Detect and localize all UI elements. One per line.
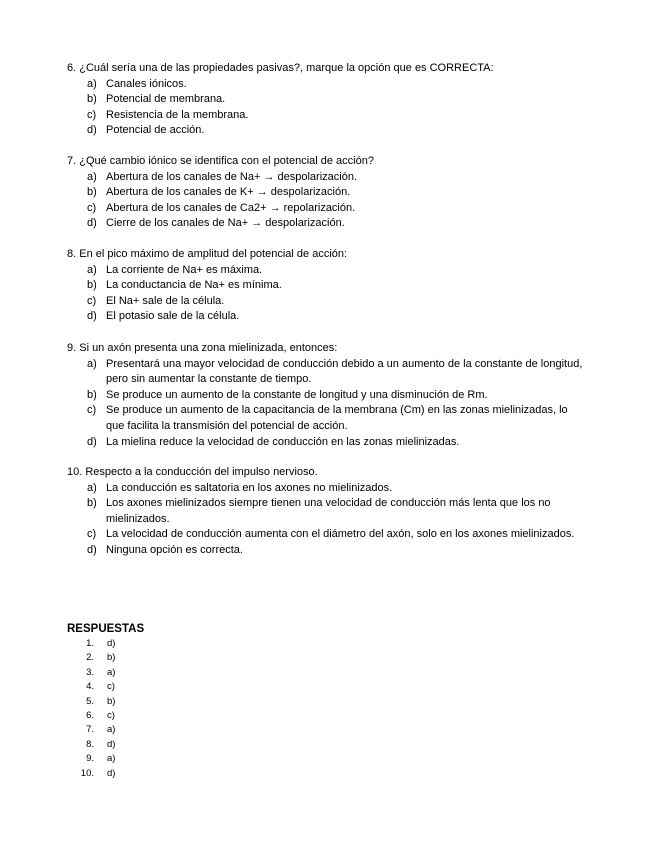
answer-value: b) [107, 695, 116, 707]
option-text: Se produce un aumento de la constante de longitud y una disminución de Rm. [106, 388, 488, 401]
answer-item [67, 767, 144, 781]
answer-number: 10. [80, 767, 94, 779]
option-letter: d) [87, 217, 97, 230]
answer-value: a) [107, 666, 116, 678]
option-text: La velocidad de conducción aumenta con el diámetro del axón, solo en los axones mielinizados. [106, 528, 575, 541]
option-text: Abertura de los canales de Na+ → despolarización. [106, 170, 358, 183]
option-text: Cierre de los canales de Na+ → despolarización. [106, 217, 345, 230]
options-list [67, 77, 587, 139]
option-c [67, 108, 587, 124]
option-text: La conductancia de Na+ es mínima. [106, 279, 282, 292]
option-b [67, 388, 587, 404]
question-title: 6. ¿Cuál sería una de las propiedades pasivas?, marque la opción que es CORRECTA: [67, 62, 494, 74]
question-title: 9. Si un axón presenta una zona mielinizada, entonces: [67, 342, 338, 354]
option-d [67, 309, 587, 325]
answer-number: 7. [86, 724, 94, 736]
option-letter: b) [87, 186, 97, 199]
option-text: El Na+ sale de la célula. [106, 294, 225, 307]
answer-item [67, 695, 144, 709]
option-letter: a) [87, 170, 97, 183]
answers-section [67, 622, 144, 781]
option-letter: b) [87, 93, 97, 106]
answer-value: b) [107, 652, 116, 664]
answer-number: 4. [86, 681, 94, 693]
option-letter: a) [87, 357, 97, 370]
option-letter: d) [87, 435, 97, 448]
option-letter: c) [87, 294, 97, 307]
option-text: Los axones mielinizados siempre tienen una velocidad de conducción más lenta que los no mielinizados. [106, 497, 551, 525]
option-d [67, 216, 587, 232]
question-8 [67, 247, 587, 325]
option-letter: c) [87, 528, 97, 541]
option-c [67, 294, 587, 310]
options-list [67, 357, 587, 451]
question-10 [67, 465, 587, 559]
answer-number: 2. [86, 652, 94, 664]
option-letter: a) [87, 77, 97, 90]
question-7 [67, 154, 587, 232]
option-letter: d) [87, 310, 97, 323]
option-a [67, 357, 587, 388]
option-letter: a) [87, 481, 97, 494]
option-b [67, 278, 587, 294]
option-letter: d) [87, 543, 97, 556]
question-9 [67, 341, 587, 450]
answers-title: RESPUESTAS [67, 623, 145, 635]
question-6 [67, 61, 587, 139]
answer-item [67, 752, 144, 766]
option-text: La corriente de Na+ es máxima. [106, 263, 263, 276]
option-b [67, 185, 587, 201]
answer-item [67, 709, 144, 723]
answer-value: d) [107, 738, 116, 750]
option-c [67, 201, 587, 217]
answer-value: a) [107, 724, 116, 736]
option-text: Resistencia de la membrana. [106, 108, 249, 121]
question-title: 7. ¿Qué cambio iónico se identifica con el potencial de acción? [67, 155, 374, 167]
answer-number: 5. [86, 695, 94, 707]
options-list [67, 170, 587, 232]
option-b [67, 92, 587, 108]
answer-item [67, 723, 144, 737]
answer-value: c) [107, 709, 115, 721]
option-text: Ninguna opción es correcta. [106, 543, 243, 556]
answer-value: d) [107, 638, 116, 649]
option-letter: c) [87, 404, 97, 417]
option-d [67, 543, 587, 559]
answer-value: a) [107, 753, 116, 765]
option-letter: b) [87, 388, 97, 401]
answer-item [67, 680, 144, 694]
option-letter: a) [87, 263, 97, 276]
option-text: La conducción es saltatoria en los axones no mielinizados. [106, 481, 393, 494]
option-letter: b) [87, 497, 97, 510]
option-text: Potencial de membrana. [106, 93, 226, 106]
answer-item [67, 637, 144, 651]
answer-item [67, 651, 144, 665]
option-text: Abertura de los canales de K+ → despolarización. [106, 186, 351, 199]
option-text: Abertura de los canales de Ca2+ → repolarización. [106, 201, 356, 214]
answer-value: c) [107, 681, 115, 693]
answer-item [67, 738, 144, 752]
option-a [67, 263, 587, 279]
option-text: Se produce un aumento de la capacitancia de la membrana (Cm) en las zonas mielinizadas, lo que facilita la transmisión del potencial de acción. [106, 404, 568, 432]
option-text: Canales iónicos. [106, 77, 187, 90]
answer-number: 8. [86, 738, 94, 750]
answer-number: 3. [86, 666, 94, 678]
question-title: 8. En el pico máximo de amplitud del potencial de acción: [67, 248, 348, 260]
options-list [67, 481, 587, 559]
option-d [67, 123, 587, 139]
option-c [67, 527, 587, 543]
option-letter: c) [87, 108, 97, 121]
question-title: 10. Respecto a la conducción del impulso nervioso. [67, 466, 318, 478]
option-a [67, 77, 587, 93]
answer-number: 1. [86, 638, 94, 649]
option-d [67, 435, 587, 451]
option-a [67, 170, 587, 186]
answer-number: 6. [86, 709, 94, 721]
option-text: El potasio sale de la célula. [106, 310, 240, 323]
option-text: Presentará una mayor velocidad de conducción debido a un aumento de la constante de longitud, pero sin aumentar la constante de tiempo. [106, 357, 583, 386]
answer-item [67, 666, 144, 680]
option-text: Potencial de acción. [106, 124, 205, 137]
answer-number: 9. [86, 753, 94, 765]
option-c [67, 403, 587, 434]
option-b [67, 496, 587, 527]
option-letter: b) [87, 279, 97, 292]
option-letter: c) [87, 201, 97, 214]
option-text: La mielina reduce la velocidad de conducción en las zonas mielinizadas. [106, 435, 460, 448]
options-list [67, 263, 587, 325]
option-letter: d) [87, 124, 97, 137]
option-a [67, 481, 587, 497]
answer-value: d) [107, 767, 116, 779]
